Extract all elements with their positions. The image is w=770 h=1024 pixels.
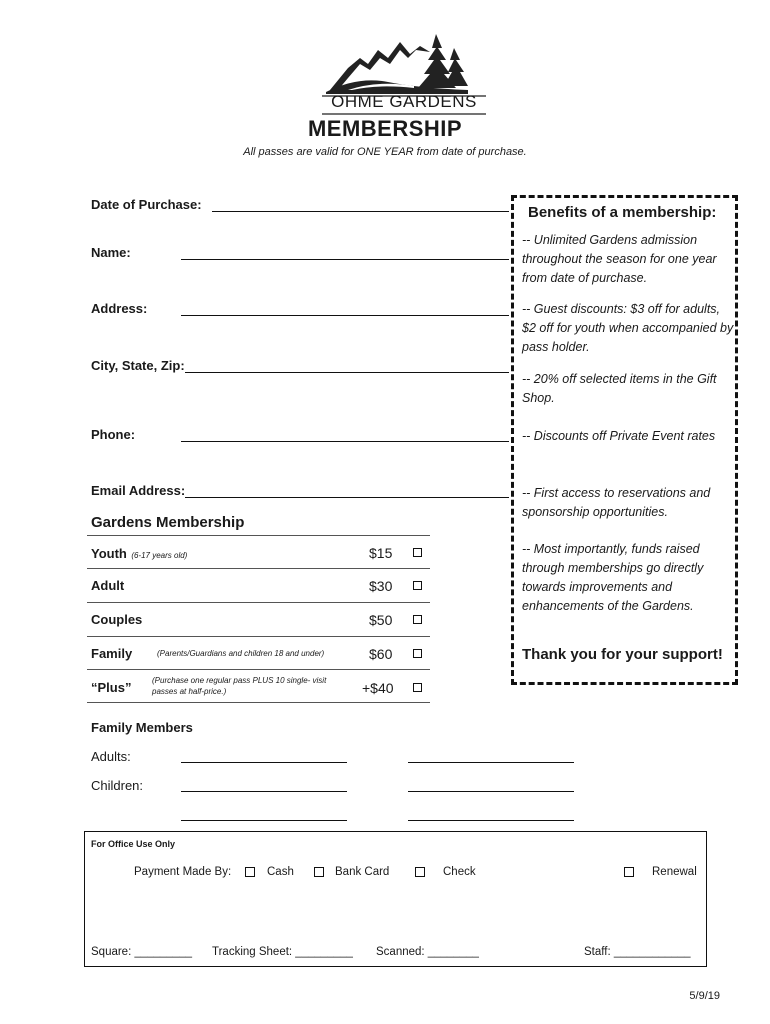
children-label: Children:: [91, 778, 144, 793]
phone-label: Phone:: [91, 427, 136, 442]
row-label: “Plus”: [91, 680, 132, 695]
city-label: City, State, Zip:: [91, 358, 185, 373]
logo-text: OHME GARDENS: [331, 92, 477, 111]
table-row: [91, 545, 187, 563]
payment-label: Payment Made By:: [134, 866, 232, 878]
revision-date: 5/9/19: [689, 990, 720, 1002]
table-divider: [87, 568, 430, 569]
row-label: Family: [91, 646, 133, 661]
child-name-field[interactable]: [181, 791, 347, 792]
name-label: Name:: [91, 245, 131, 260]
bank-card-checkbox[interactable]: [314, 867, 324, 877]
email-field[interactable]: [185, 497, 509, 498]
benefit-item: -- Discounts off Private Event rates: [522, 429, 716, 443]
youth-checkbox[interactable]: [413, 548, 422, 557]
adults-label: Adults:: [91, 749, 131, 764]
row-note: (Parents/Guardians and children 18 and under): [157, 649, 325, 658]
child-name-field[interactable]: [408, 820, 574, 821]
child-name-field[interactable]: [181, 820, 347, 821]
check-label: Check: [443, 866, 476, 878]
table-divider: [87, 669, 430, 670]
price: +$40: [362, 680, 394, 696]
phone-field[interactable]: [181, 441, 509, 442]
cash-label: Cash: [267, 866, 294, 878]
price: $15: [369, 545, 393, 561]
check-checkbox[interactable]: [415, 867, 425, 877]
benefit-item: -- Guest discounts: $3 off for adults, $2 off for youth when accompanied by pass holder.: [522, 302, 734, 354]
plus-checkbox[interactable]: [413, 683, 422, 692]
row-label: Youth: [91, 546, 127, 561]
benefit-item: -- First access to reservations and sponsorship opportunities.: [522, 486, 711, 519]
benefit-item: -- Unlimited Gardens admission throughout the season for one year from date of purchase.: [522, 233, 717, 285]
price: $60: [369, 646, 393, 662]
row-label: Couples: [91, 612, 143, 627]
row-note: (Purchase one regular pass PLUS 10 single- visit passes at half-price.): [152, 676, 327, 696]
table-divider: [87, 602, 430, 603]
square-field: Square: _________: [91, 946, 193, 958]
renewal-label: Renewal: [652, 866, 697, 878]
bank-card-label: Bank Card: [335, 866, 390, 878]
staff-field: Staff: ____________: [584, 946, 691, 958]
scanned-field: Scanned: ________: [376, 946, 479, 958]
benefit-item: -- Most importantly, funds raised through memberships go directly towards improvements and enhancements of the Gardens.: [522, 542, 704, 613]
couples-checkbox[interactable]: [413, 615, 422, 624]
tracking-sheet-field: Tracking Sheet: _________: [212, 946, 353, 958]
renewal-checkbox[interactable]: [624, 867, 634, 877]
adult-name-field[interactable]: [181, 762, 347, 763]
table-divider: [87, 535, 430, 536]
address-label: Address:: [91, 301, 148, 316]
benefit-item: -- 20% off selected items in the Gift Shop.: [522, 372, 717, 405]
date-field[interactable]: [212, 211, 509, 212]
benefits-title: Benefits of a membership:: [528, 204, 717, 221]
city-field[interactable]: [185, 372, 509, 373]
office-use-title: For Office Use Only: [91, 839, 176, 849]
validity-note: All passes are valid for ONE YEAR from date of purchase.: [243, 146, 527, 158]
cash-checkbox[interactable]: [245, 867, 255, 877]
table-divider: [87, 702, 430, 703]
email-label: Email Address:: [91, 483, 186, 498]
ohme-gardens-logo: [318, 28, 490, 116]
name-field[interactable]: [181, 259, 509, 260]
page-title: MEMBERSHIP: [307, 116, 463, 141]
child-name-field[interactable]: [408, 791, 574, 792]
row-note: (6-17 years old): [131, 551, 188, 560]
price: $30: [369, 578, 393, 594]
membership-section-title: Gardens Membership: [91, 514, 245, 531]
thank-you-text: Thank you for your support!: [522, 646, 723, 663]
adult-name-field[interactable]: [408, 762, 574, 763]
address-field[interactable]: [181, 315, 509, 316]
table-divider: [87, 636, 430, 637]
price: $50: [369, 612, 393, 628]
date-label: Date of Purchase:: [91, 197, 202, 212]
row-label: Adult: [91, 578, 125, 593]
family-checkbox[interactable]: [413, 649, 422, 658]
family-members-title: Family Members: [91, 720, 193, 735]
adult-checkbox[interactable]: [413, 581, 422, 590]
